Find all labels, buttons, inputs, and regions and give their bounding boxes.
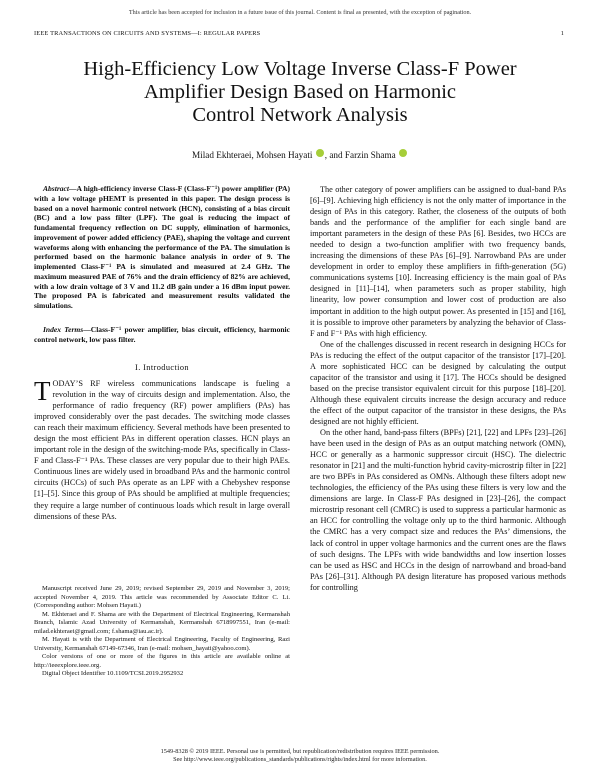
- author-name: Farzin Shama: [344, 150, 396, 160]
- index-terms: [34, 325, 290, 345]
- copyright-line: 1549-8328 © 2019 IEEE. Personal use is permitted, but republication/redistribution requires IEEE permission.: [160, 748, 440, 755]
- running-head: IEEE TRANSACTIONS ON CIRCUITS AND SYSTEMS—I: REGULAR PAPERS: [34, 30, 261, 37]
- acceptance-notice: This article has been accepted for inclusion in a future issue of this journal. Content is final as presented, with the exception of pagination.: [128, 9, 472, 16]
- orcid-icon[interactable]: [316, 149, 324, 157]
- footnote: Digital Object Identifier 10.1109/TCSI.2019.2952932: [42, 670, 184, 678]
- drop-cap: T: [34, 376, 51, 406]
- section-heading: I. Introduction: [135, 363, 189, 372]
- right-column: [310, 184, 566, 593]
- copyright-footer: [0, 748, 600, 764]
- copyright-line: See http://www.ieee.org/publications_standards/publications/rights/index.html for more information.: [173, 756, 427, 764]
- index-terms-text: —Class-F⁻¹ power amplifier, bias circuit, efficiency, harmonic control network, low pass filter.: [34, 325, 290, 344]
- paragraph: One of the challenges discussed in recent research in designing HCCs for PAs is reducing the effect of the output capacitor of the transistor [17]–[20]. A more sophisticated HCC can be designed by calculating the output capacitor of the transistor and using it [17]. The HCCs should be designed based on the precise transistor equivalent circuit for this purpose [18]–[20]. Although these equivalent circuits increase the design accuracy and reduce the effect of the output capacitor of the transistor in these designs, the PAs designed are not highly efficient.: [310, 339, 566, 426]
- intro-text: ODAY’S RF wireless communications landscape is fueling a revolution in the way of circuits design and implementation. Also, the performance of radio frequency (RF) power amplifiers (PAs) has improved considerably over the past decades. The switching mode classes can reach their maximum efficiency. Several methods have been presented to design the most efficient PAs in different operation classes. HCN plays an important role in the design of the switching-mode PAs, specifically in Class-F and Class-F⁻¹ PAs. These classes are very popular due to their high PAEs. Continuous lines are widely used in broadband PAs and the harmonic control circuits (HCCs) of such PAs operate as an LPF with a Chebyshev response [1]–[5]. Since this group of PAs should be amplified at multiple frequencies; they require a large number of continuous loads which result in large overall dimensions of these PAs.: [34, 379, 290, 521]
- paragraph: On the other hand, band-pass filters (BPFs) [21], [22] and LPFs [23]–[26] have been used in the design of PAs as an output matching network (OMN), HCC or generally as a harmonic suppressor circuit (HSC). The dielectric resonator in [21] and the multi-function hybrid cavity-microstrip filter in [22] are two BPFs in PAs considered as OMNs. Although these filters adopt new technologies, the efficiency of the PAs using these filters is very low and the dimensions are large. In Class-F PAs designed in [23]–[26], the compact microstrip resonant cell (CMRC) is used to suppress a particular harmonic as an HCC for controlling the voltage only up to the third harmonic. Although the CMRC has a very compact size and reduces the PAs’ dimensions, the lack of control in upper voltage harmonics and the current ones are the flaws of such designs. The LPFs with wide bandwidths and low insertion losses can be used as HSC and HCCs in the design of narrowband and broad-band PAs [26]–[31]. Although PA design literature has proposed various methods for controlling: [310, 428, 566, 592]
- page-number: 1: [560, 30, 564, 37]
- footnote: M. Hayati is with the Department of Electrical Engineering, Faculty of Engineering, Razi University, Kermanshah 67149-67346, Iran (e-mail: mohsen_hayati@yahoo.com).: [34, 636, 290, 652]
- index-terms-label: Index Terms: [43, 325, 84, 334]
- footnotes: [34, 585, 290, 679]
- title-line: High-Efficiency Low Voltage Inverse Class-F Power: [83, 58, 517, 80]
- abstract: [34, 184, 290, 311]
- author-name: Mohsen Hayati: [256, 150, 313, 160]
- paper-title: [20, 58, 580, 127]
- footnote: M. Ekhteraei and F. Shama are with the Department of Electrical Engineering, Kermanshah Branch, Islamic Azad University of Kermanshah, Kermanshah 6718997551, Iran (e-mail: milad.ekhteraei@gmail.com; f.shama@iau.ac.ir).: [34, 610, 290, 635]
- author-list: Milad Ekhteraei, Mohsen Hayati , and Farzin Shama: [0, 149, 600, 160]
- author-name: Milad Ekhteraei: [192, 150, 252, 160]
- title-line: Amplifier Design Based on Harmonic: [144, 81, 456, 103]
- abstract-text: —A high-efficiency inverse Class-F (Class-F⁻¹) power amplifier (PA) with a low voltage pHEMT is presented in this paper. The design process is based on a novel harmonic control network (HCN), consisting of a bias circuit (BC) and a low pass filter (LPF). The goal is reducing the impact of fundamental frequency reflection on DC supply, elimination of harmonics, improvement of power added efficiency (PAE), shaping the voltage and current waveforms along with enhancing the performance of the PA. The simulation is performed based on the harmonic balance analysis in order of 9. The implemented Class-F⁻¹ PA is simulated and measured at 2.4 GHz. The maximum measured PAE of 76% and the drain efficiency of 82% are achieved, with a low drain voltage of 3 V and 11.2 dB gain under a 16 dBm input power. The proposed PA is fabricated and measurement results validated the simulations.: [34, 184, 290, 310]
- paragraph: The other category of power amplifiers can be assigned to dual-band PAs [6]–[9]. Achieving high efficiency is not the only matter of importance in the design of PAs in this category. Rather, the closeness of the outputs of both bands and the performance of the amplifier for each single band are important parameters in the design of these PAs [6]. Besides, two HCCs are needed to design a two-function amplifier with two frequency bands, increasing the dimensions of these PAs [6]–[9]. Narrowband PAs are under development in order to employ these amplifiers in fifth-generation (5G) communications systems [10]. Increasing efficiency is the main goal of PAs designed in [11]–[14], when parameters such as proper stability, high linearity, low power consumption and lower cost of production are also important in addition to the high output power. As presented in [15] and [16], it is possible to improve other parameters by analyzing the behavior of Class-F and F⁻¹ PAs with high efficiency.: [310, 185, 566, 338]
- footnote: Manuscript received June 29, 2019; revised September 29, 2019 and November 3, 2019; accepted November 4, 2019. This article was recommended by Associate Editor C. Li. (Corresponding author: Mohsen Hayati.): [34, 585, 290, 610]
- footnote: Color versions of one or more of the figures in this article are available online at http://ieeexplore.ieee.org.: [34, 653, 290, 669]
- intro-paragraph: [34, 378, 290, 522]
- title-line: Control Network Analysis: [192, 104, 408, 126]
- orcid-icon[interactable]: [399, 149, 407, 157]
- abstract-label: Abstract: [43, 184, 69, 193]
